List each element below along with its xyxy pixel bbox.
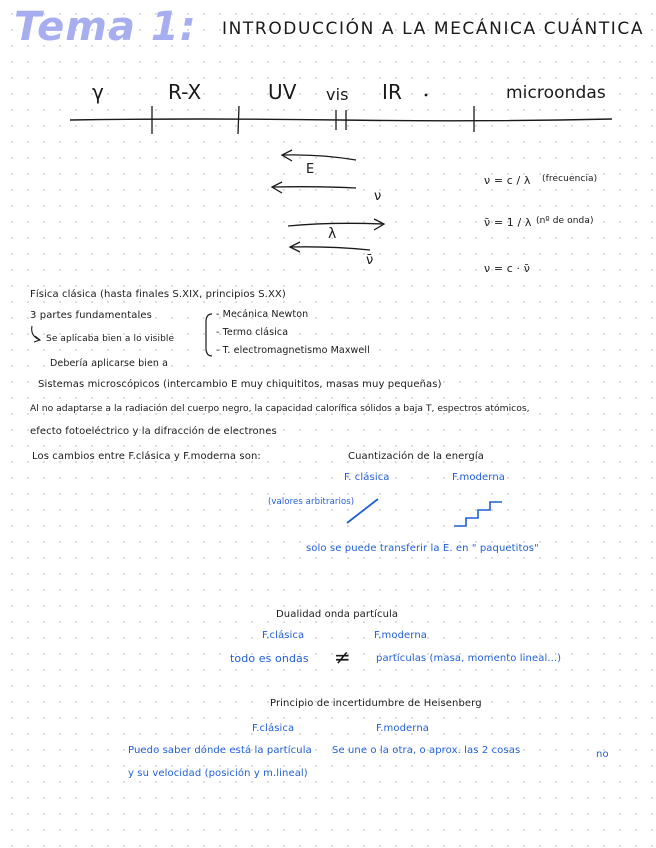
formula-frequency-note: (frecuencia)	[542, 174, 598, 184]
spectrum-label-uv: UV	[268, 80, 297, 104]
spectrum-label-microwaves: microondas	[506, 83, 606, 103]
quantization-any-values: (valores arbitrarios)	[268, 497, 355, 507]
not-equal-sign: ≠	[334, 645, 351, 669]
wavenumber-arrow	[290, 247, 370, 250]
page-subtitle: INTRODUCCIÓN A LA MECÁNICA CUÁNTICA	[222, 19, 645, 39]
frequency-label: ν	[374, 189, 382, 204]
part-item: - Termo clásica	[216, 327, 289, 338]
note-failure-line2: efecto fotoeléctrico y la difracción de electrones	[30, 426, 277, 437]
formula-wavenumber-note: (nº de onda)	[536, 216, 594, 226]
frequency-arrow	[272, 187, 356, 188]
uncertainty-know-line1: Puedo saber dónde está la partícula	[128, 745, 312, 756]
energy-label: E	[306, 162, 315, 177]
uncertainty-know-mid: Se une o la otra, o aprox. las 2 cosas	[332, 745, 521, 756]
modern-staircase	[454, 502, 502, 526]
formula-frequency: ν = c / λ	[484, 174, 531, 187]
spectrum-label-visible: vis	[326, 85, 349, 104]
part-item: - T. electromagnetismo Maxwell	[216, 345, 370, 356]
duality-title: Dualidad onda partícula	[276, 609, 399, 620]
note-failure-line1: Al no adaptarse a la radiación del cuerpo negro, la capacidad calorífica sólidos a baja T, espectros atómicos,	[30, 403, 530, 414]
uncertainty-modern-label: F.moderna	[376, 723, 429, 734]
spectrum-dot	[425, 94, 428, 97]
note-quantization: Cuantización de la energía	[348, 451, 484, 462]
part-item: - Mecánica Newton	[216, 309, 309, 320]
uncertainty-know-line2: y su velocidad (posición y m.lineal)	[128, 768, 308, 779]
brace	[206, 314, 212, 356]
duality-modern-label: F.moderna	[374, 630, 427, 641]
curved-arrow	[32, 326, 40, 340]
quantization-modern-label: F.moderna	[452, 472, 505, 483]
note-micro-systems: Sistemas microscópicos (intercambio E muy chiquititos, masas muy pequeñas)	[38, 379, 442, 390]
spectrum-label-gamma: γ	[92, 80, 104, 104]
spectrum-tick	[238, 106, 239, 134]
duality-all-waves: todo es ondas	[230, 652, 309, 665]
note-three-parts: 3 partes fundamentales	[30, 310, 152, 321]
energy-arrow	[282, 155, 356, 160]
wavelength-label: λ	[328, 226, 337, 242]
spectrum-label-ir: IR	[382, 80, 402, 104]
wavelength-arrow-head	[374, 219, 384, 230]
duality-particles: partículas (masa, momento lineal...)	[376, 653, 562, 664]
quantization-only-small: solo se puede transferir la E. en " paquetitos"	[306, 543, 539, 554]
page-title: Tema 1:	[14, 4, 197, 50]
formula-relation: ν = c · ν̄	[484, 262, 530, 275]
quantization-classical-label: F. clásica	[344, 472, 390, 483]
spectrum-label-xray: R-X	[168, 80, 202, 104]
note-classical-physics: Física clásica (hasta finales S.XIX, principios S.XX)	[30, 289, 286, 300]
wavenumber-label: ν̄	[366, 253, 374, 268]
duality-classical-label: F.clásica	[262, 630, 305, 641]
uncertainty-know-end: no	[596, 749, 609, 760]
note-changes-intro: Los cambios entre F.clásica y F.moderna son:	[32, 451, 261, 462]
note-applies-visible: Se aplicaba bien a lo visible	[46, 334, 175, 344]
uncertainty-classical-label: F.clásica	[252, 723, 295, 734]
note-should-apply: Debería aplicarse bien a	[50, 358, 169, 369]
spectrum-axis	[70, 119, 612, 121]
formula-wavenumber: ν̄ = 1 / λ	[484, 216, 532, 229]
uncertainty-title: Principio de incertidumbre de Heisenberg	[270, 698, 482, 709]
